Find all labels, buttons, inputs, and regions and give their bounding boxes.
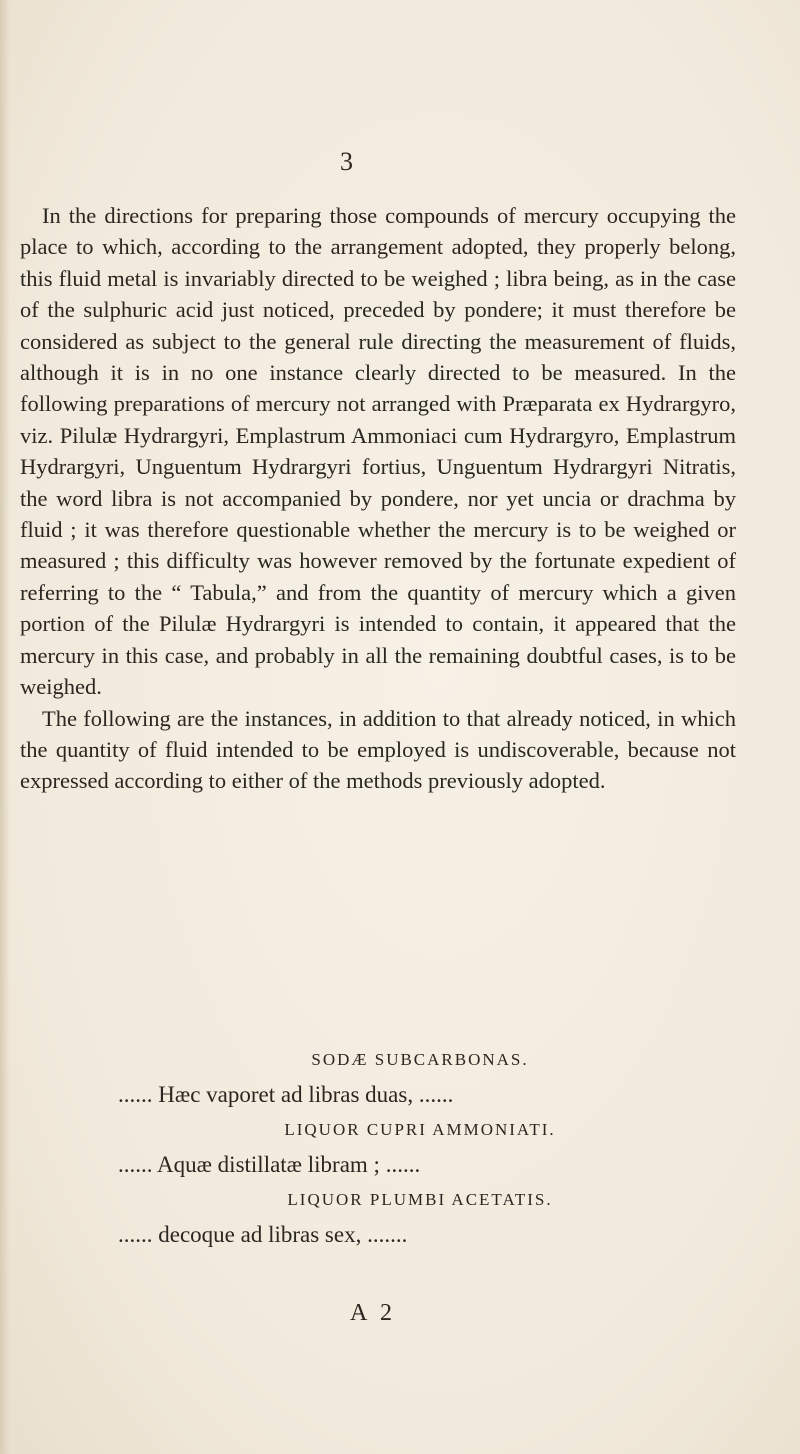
recipe-line: ...... decoque ad libras sex, ....... <box>118 1222 408 1247</box>
recipe-liquor-plumbi-acetatis <box>0 1185 800 1255</box>
recipe-line: ...... Aquæ distillatæ libram ; ...... <box>118 1152 421 1177</box>
recipe-heading: LIQUOR CUPRI AMMONIATI. <box>284 1120 556 1139</box>
paragraph-undiscoverable-quantities: The following are the instances, in addition to that already noticed, in which the quantity of fluid intended to be employed is undiscoverable, because not expressed according to either of the methods previously adopted. <box>20 705 736 794</box>
signature-mark: A 2 <box>350 1300 397 1326</box>
recipe-heading: SODÆ SUBCARBONAS. <box>311 1050 529 1069</box>
recipe-heading: LIQUOR PLUMBI ACETATIS. <box>287 1190 553 1209</box>
recipe-liquor-cupri-ammoniati <box>0 1115 800 1185</box>
recipe-line: ...... Hæc vaporet ad libras duas, ...... <box>118 1082 454 1107</box>
paragraph-mercury-weighing: In the directions for preparing those compounds of mercury occupying the place to which, according to the arrangement adopted, they properly belong, this fluid metal is invariably directed to be weighed ; libra being, as in the case of the sulphuric acid just noticed, preceded by pondere; it must therefore be considered as subject to the general rule directing the measurement of fluids, although it is in no one instance clearly directed to be measured. In the following preparations of mercury not arranged with Præparata ex Hydrargyro, viz. Pilulæ Hydrargyri, Emplastrum Ammoniaci cum Hydrargyro, Emplastrum Hydrargyri, Unguentum Hydrargyri fortius, Unguentum Hydrargyri Nitratis, the word libra is not accompanied by pondere, nor yet uncia or drachma by fluid ; it was therefore questionable whether the mercury is to be weighed or measured ; this difficulty was however removed by the fortunate expedient of referring to the “ Tabula,” and from the quantity of mercury which a given portion of the Pilulæ Hydrargyri is intended to contain, it appeared that the mercury in this case, and probably in all the remaining doubtful cases, is to be weighed. <box>20 203 736 700</box>
body-text <box>20 200 736 797</box>
recipe-list <box>0 1045 800 1255</box>
page-number: 3 <box>340 147 355 176</box>
recipe-sodae-subcarbonas <box>0 1045 800 1115</box>
